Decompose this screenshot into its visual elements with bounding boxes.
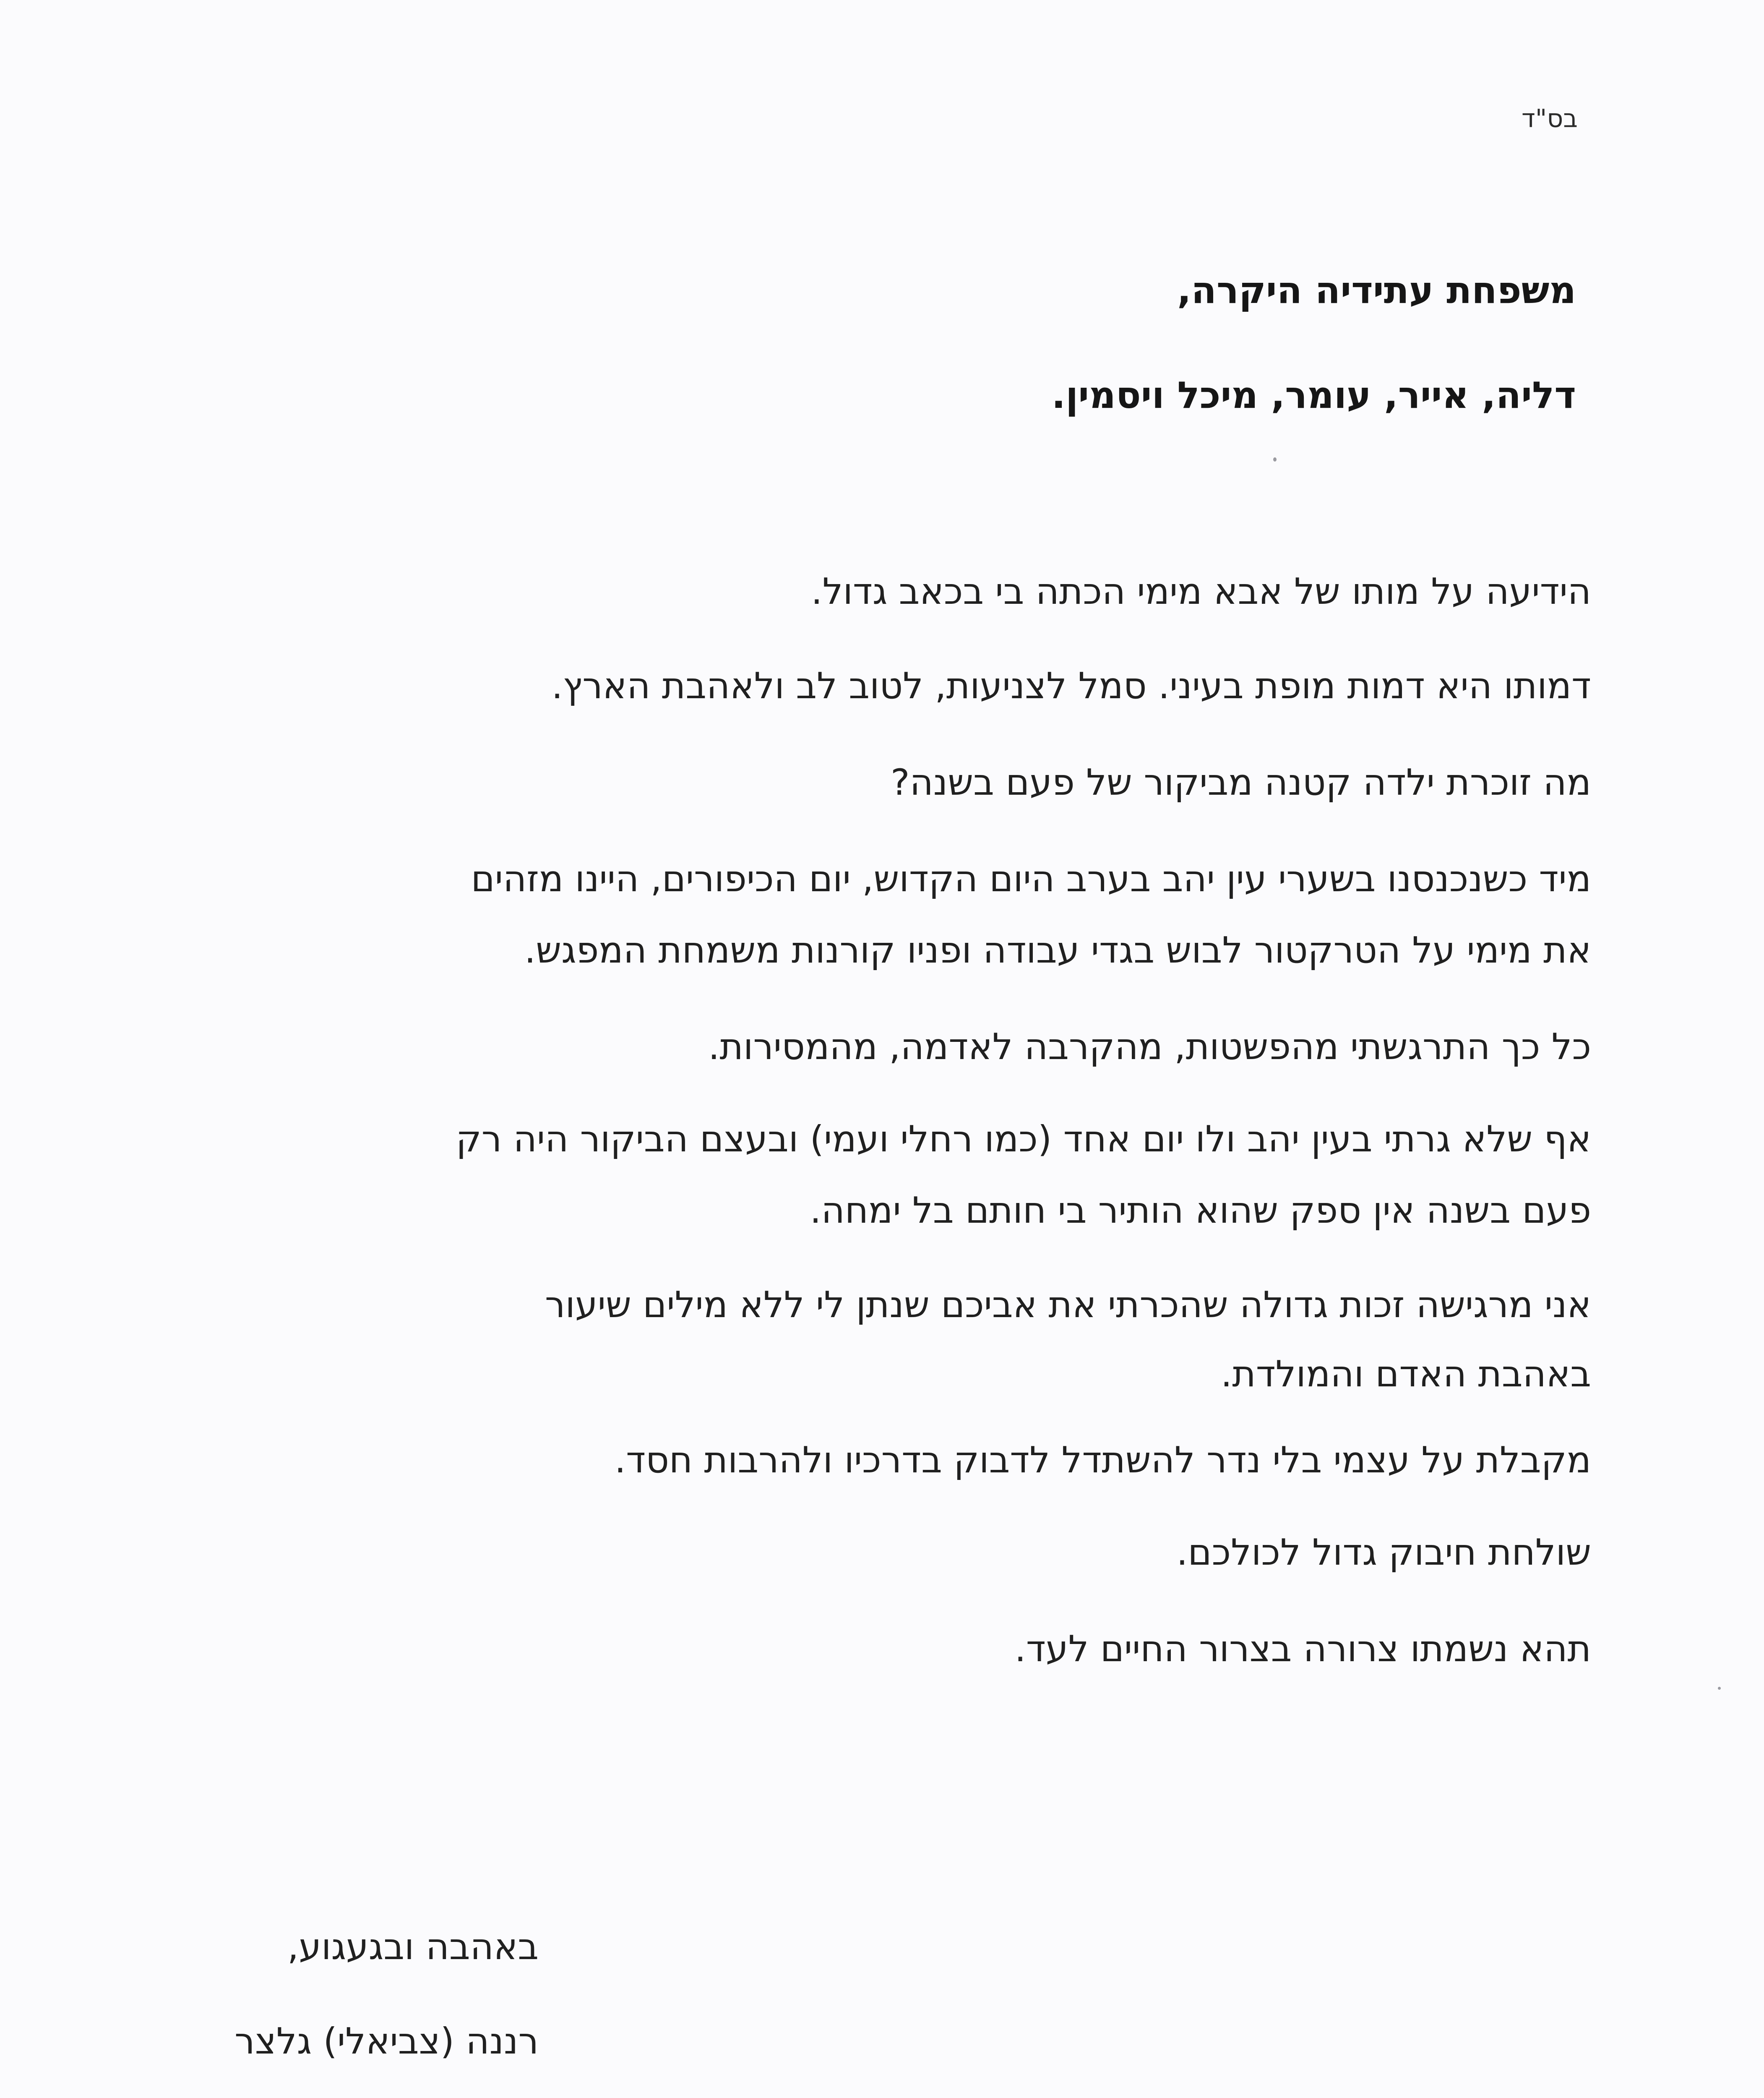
bsd-header: בס"ד	[1522, 104, 1578, 133]
paragraph-visit-line2: פעם בשנה אין ספק שהוא הותיר בי חותם בל ימחה.	[810, 1190, 1591, 1232]
paragraph-news: הידיעה על מותו של אבא מימי הכתה בי בכאב גדול.	[811, 571, 1591, 613]
salutation-names: דליה, אייר, עומר, מיכל ויסמין.	[1051, 373, 1576, 417]
paragraph-character: דמותו היא דמות מופת בעיני. סמל לצניעות, לטוב לב ולאהבת הארץ.	[551, 665, 1591, 707]
paragraph-arrival-line1: מיד כשנכנסנו בשערי עין יהב בערב היום הקדוש, יום הכיפורים, היינו מזהים	[471, 858, 1591, 900]
paragraph-commitment: מקבלת על עצמי בלי נדר להשתדל לדבוק בדרכיו ולהרבות חסד.	[614, 1439, 1591, 1481]
paragraph-blessing: תהא נשמתו צרורה בצרור החיים לעד.	[1014, 1628, 1591, 1670]
paragraph-excitement: כל כך התרגשתי מהפשטות, מהקרבה לאדמה, מהמסירות.	[708, 1026, 1591, 1068]
paragraph-privilege-line1: אני מרגישה זכות גדולה שהכרתי את אביכם שנתן לי ללא מילים שיעור	[545, 1284, 1591, 1326]
paragraph-privilege-line2: באהבת האדם והמולדת.	[1220, 1353, 1591, 1395]
paragraph-hug: שולחת חיבוק גדול לכולכם.	[1176, 1532, 1591, 1574]
salutation-family: משפחת עתידיה היקרה,	[1177, 269, 1576, 312]
paragraph-question: מה זוכרת ילדה קטנה מביקור של פעם בשנה?	[890, 762, 1591, 804]
paragraph-visit-line1: אף שלא גרתי בעין יהב ולו יום אחד (כמו רחלי ועמי) ובעצם הביקור היה רק	[456, 1118, 1591, 1160]
closing-sign-off: באהבה ובגעגוע,	[287, 1926, 539, 1968]
signer-name: רננה (צביאלי) גלצר	[235, 2020, 539, 2062]
paper-speck	[1718, 1687, 1721, 1690]
paper-speck	[1273, 457, 1277, 462]
paragraph-arrival-line2: את מימי על הטרקטור לבוש בגדי עבודה ופניו קורנות משמחת המפגש.	[524, 929, 1591, 971]
